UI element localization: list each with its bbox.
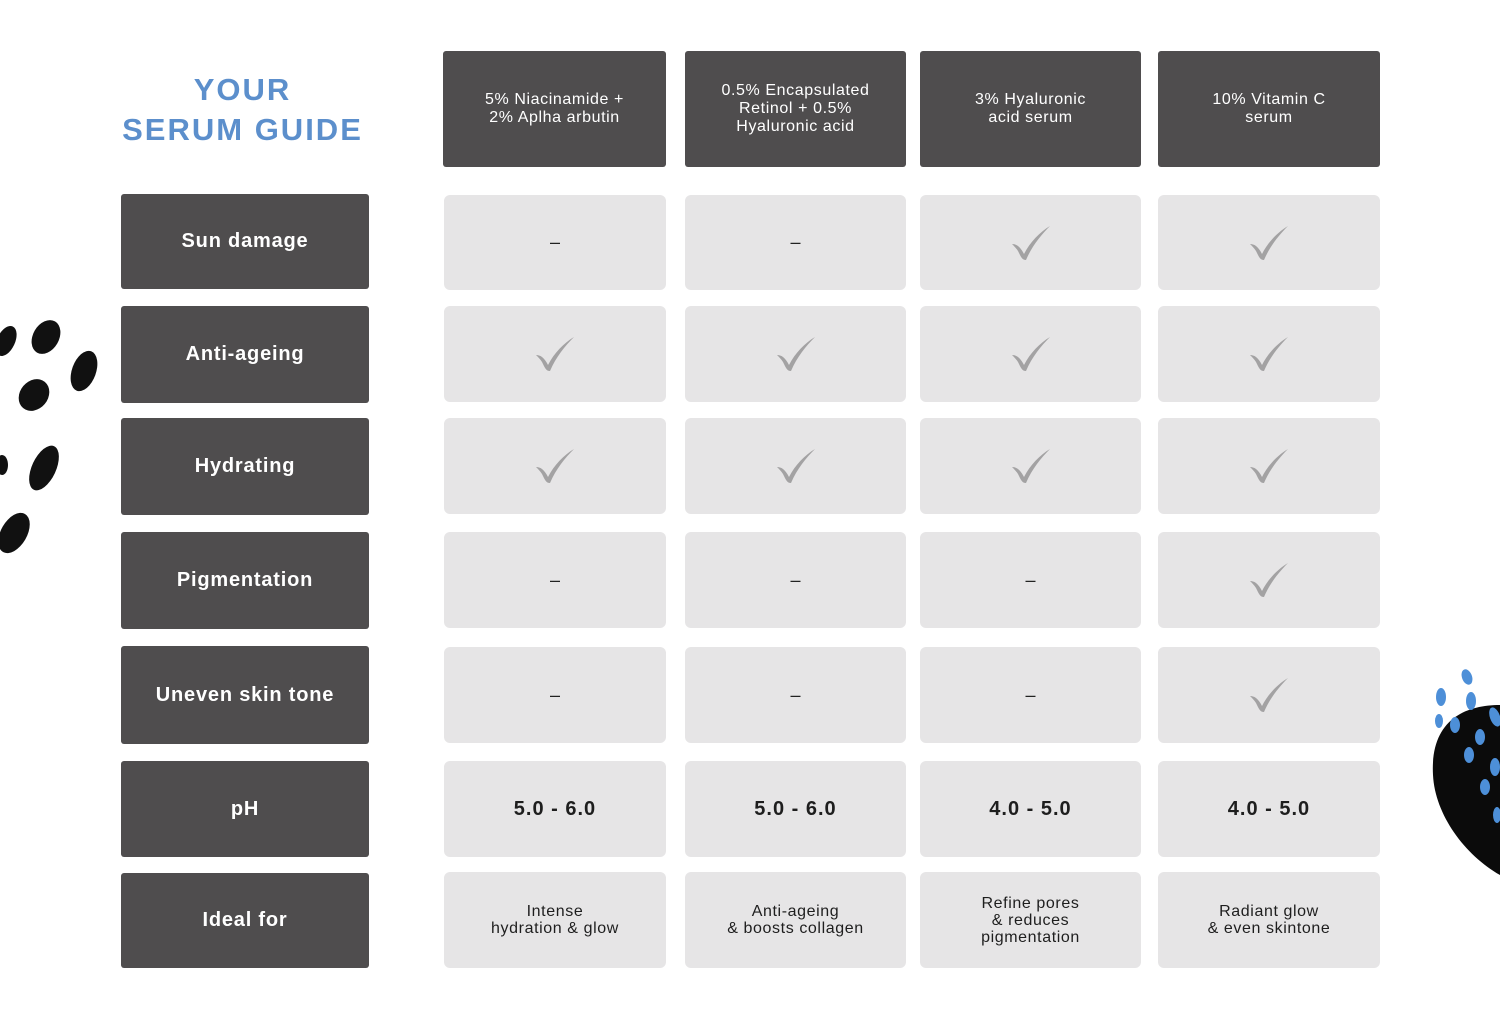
row-header-ph: pH bbox=[121, 761, 369, 857]
grid-cell bbox=[685, 195, 906, 290]
grid-cell bbox=[1158, 306, 1380, 402]
check-icon bbox=[534, 335, 576, 373]
grid-cell bbox=[1158, 872, 1380, 968]
grid-cell bbox=[444, 306, 666, 402]
check-icon bbox=[1248, 447, 1290, 485]
ph-value: 4.0 - 5.0 bbox=[1227, 797, 1311, 820]
grid-cell bbox=[920, 418, 1141, 514]
grid-cell bbox=[685, 647, 906, 743]
grid-cell bbox=[920, 306, 1141, 402]
grid-cell bbox=[444, 532, 666, 628]
row-header-ideal-for: Ideal for bbox=[121, 873, 369, 968]
grid-cell bbox=[1158, 761, 1380, 857]
check-icon bbox=[1010, 224, 1052, 262]
grid-cell bbox=[444, 872, 666, 968]
ideal-for-text: Anti-ageing & boosts collagen bbox=[727, 903, 864, 937]
row-header-hydrating: Hydrating bbox=[121, 418, 369, 515]
decorative-dots-left bbox=[0, 315, 110, 560]
column-header-hyaluronic: 3% Hyaluronic acid serum bbox=[920, 51, 1141, 167]
title-line-1: YOUR bbox=[193, 72, 292, 107]
grid-cell bbox=[444, 418, 666, 514]
ideal-for-text: Radiant glow & even skintone bbox=[1207, 903, 1331, 937]
grid-cell bbox=[685, 872, 906, 968]
row-header-uneven-skin-tone: Uneven skin tone bbox=[121, 646, 369, 744]
dash-not-applicable: – bbox=[790, 232, 801, 252]
column-header-niacinamide: 5% Niacinamide + 2% Aplha arbutin bbox=[443, 51, 666, 167]
grid-cell bbox=[920, 647, 1141, 743]
check-icon bbox=[534, 447, 576, 485]
dash-not-applicable: – bbox=[1025, 569, 1036, 590]
grid-cell bbox=[1158, 532, 1380, 628]
row-header-pigmentation: Pigmentation bbox=[121, 532, 369, 629]
ph-value: 5.0 - 6.0 bbox=[754, 797, 837, 820]
grid-cell bbox=[920, 761, 1141, 857]
check-icon bbox=[1248, 224, 1290, 262]
row-header-sun-damage: Sun damage bbox=[121, 194, 369, 289]
grid-cell bbox=[685, 761, 906, 857]
row-header-anti-ageing: Anti-ageing bbox=[121, 306, 369, 403]
ph-value: 5.0 - 6.0 bbox=[513, 797, 597, 820]
grid-cell bbox=[1158, 418, 1380, 514]
check-icon bbox=[1010, 335, 1052, 373]
check-icon bbox=[775, 335, 817, 373]
check-icon bbox=[1248, 561, 1290, 599]
ideal-for-text: Refine pores & reduces pigmentation bbox=[981, 894, 1080, 946]
grid-cell bbox=[920, 872, 1141, 968]
grid-cell bbox=[685, 418, 906, 514]
title-line-2: SERUM GUIDE bbox=[122, 112, 363, 147]
decorative-blob-right bbox=[1425, 665, 1500, 875]
grid-cell bbox=[444, 195, 666, 290]
dash-not-applicable: – bbox=[549, 232, 560, 252]
dash-not-applicable: – bbox=[790, 569, 801, 590]
dash-not-applicable: – bbox=[1025, 684, 1036, 705]
grid-cell bbox=[1158, 195, 1380, 290]
grid-cell bbox=[920, 532, 1141, 628]
column-header-vitamin-c: 10% Vitamin C serum bbox=[1158, 51, 1380, 167]
grid-cell bbox=[685, 306, 906, 402]
check-icon bbox=[1248, 676, 1290, 714]
check-icon bbox=[775, 447, 817, 485]
ph-value: 4.0 - 5.0 bbox=[989, 797, 1072, 820]
column-header-retinol: 0.5% Encapsulated Retinol + 0.5% Hyaluronic acid bbox=[685, 51, 906, 167]
grid-cell bbox=[1158, 647, 1380, 743]
grid-cell bbox=[685, 532, 906, 628]
dash-not-applicable: – bbox=[549, 569, 560, 590]
grid-cell bbox=[444, 647, 666, 743]
ideal-for-text: Intense hydration & glow bbox=[491, 903, 619, 937]
page-title bbox=[90, 70, 395, 150]
dash-not-applicable: – bbox=[790, 684, 801, 705]
check-icon bbox=[1248, 335, 1290, 373]
dash-not-applicable: – bbox=[549, 684, 560, 705]
check-icon bbox=[1010, 447, 1052, 485]
grid-cell bbox=[920, 195, 1141, 290]
grid-cell bbox=[444, 761, 666, 857]
